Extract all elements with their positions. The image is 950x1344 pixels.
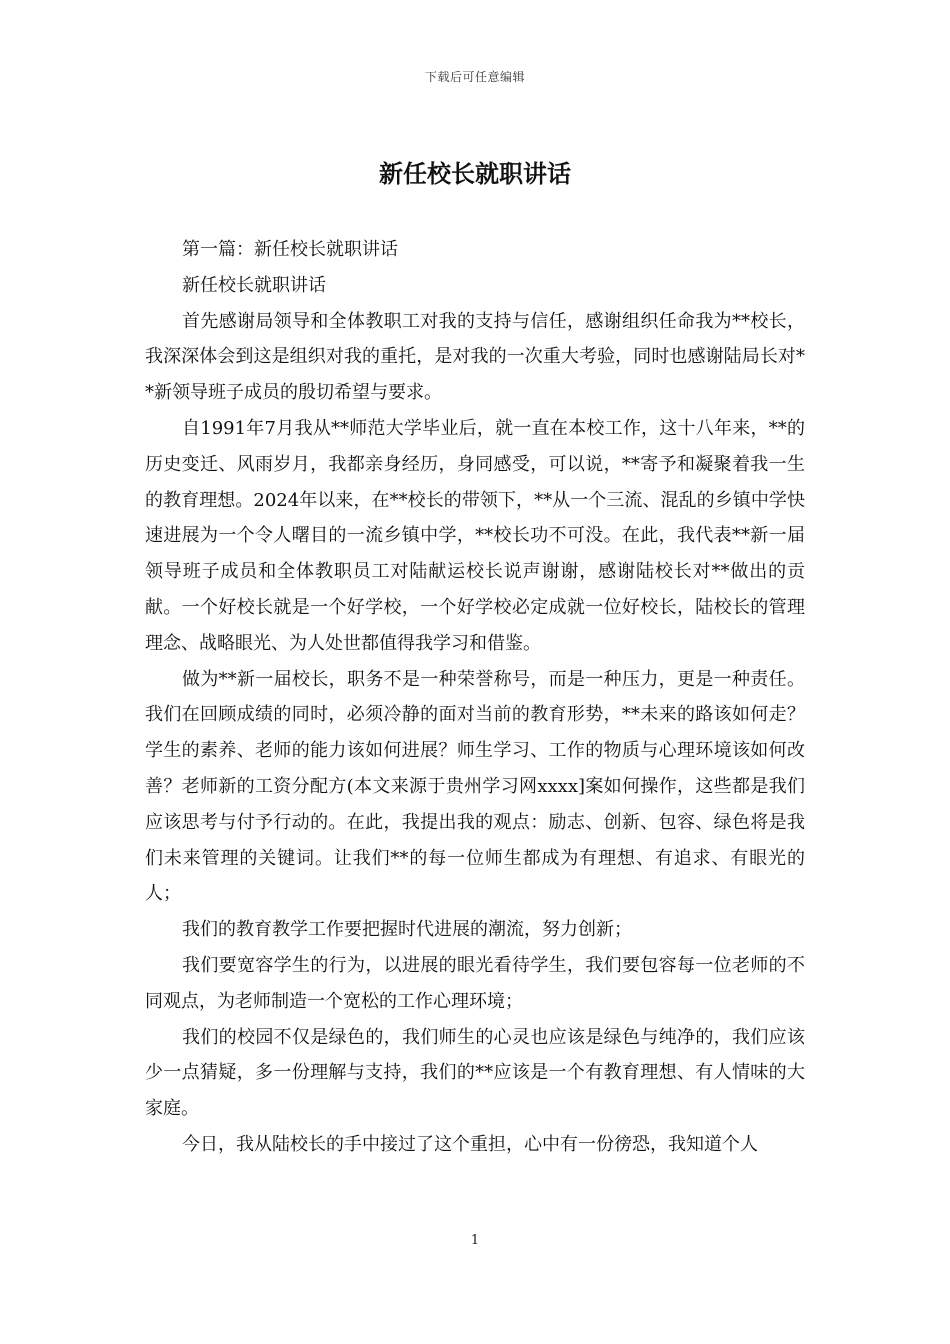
document-title: 新任校长就职讲话 (379, 159, 571, 188)
paragraph: 我们的校园不仅是绿色的，我们师生的心灵也应该是绿色与纯净的，我们应该少一点猜疑，多一份理解与支持，我们的**应该是一个有教育理想、有人情味的大家庭。 (145, 1026, 805, 1120)
document-body (145, 232, 805, 1163)
paragraph: 首先感谢局领导和全体教职工对我的支持与信任，感谢组织任命我为**校长，我深深体会到这是组织对我的重托，是对我的一次重大考验，同时也感谢陆局长对**新领导班子成员的殷切希望与要求。 (145, 310, 805, 404)
paragraph: 我们的教育教学工作要把握时代进展的潮流，努力创新； (182, 919, 632, 941)
page-number: 1 (470, 1233, 480, 1248)
paragraph: 自1991年7月我从**师范大学毕业后，就一直在本校工作，这十八年来，**的历史变迁、风雨岁月，我都亲身经历，身同感受，可以说，**寄予和凝聚着我一生的教育理想。2024年以来，在**校长的带领下，**从一个三流、混乱的乡镇中学快速进展为一个令人曙目的一流乡镇中学，**校长功不可没。在此，我代表**新一届领导班子成员和全体教职员工对陆献运校长说声谢谢，感谢陆校长对**做出的贡献。一个好校长就是一个好学校，一个好学校必定成就一位好校长，陆校长的管理理念、战略眼光、为人处世都值得我学习和借鉴。 (145, 417, 805, 654)
paragraph: 第一篇：新任校长就职讲话 (182, 239, 398, 260)
header-note: 下载后可任意编辑 (424, 70, 525, 84)
paragraph: 今日，我从陆校长的手中接过了这个重担，心中有一份徬恐，我知道个人 (182, 1133, 758, 1155)
paragraph: 新任校长就职讲话 (182, 274, 326, 296)
paragraph: 我们要宽容学生的行为，以进展的眼光看待学生，我们要包容每一位老师的不同观点，为老师制造一个宽松的工作心理环境； (145, 954, 805, 1012)
paragraph: 做为**新一届校长，职务不是一种荣誉称号，而是一种压力，更是一种责任。我们在回顾成绩的同时，必须冷静的面对当前的教育形势，**未来的路该如何走？学生的素养、老师的能力该如何进展？师生学习、工作的物质与心理环境该如何改善？老师新的工资分配方(本文来源于贵州学习网xxxx]案如何操作，这些都是我们应该思考与付予行动的。在此，我提出我的观点：励志、创新、包容、绿色将是我们未来管理的关键词。让我们**的每一位师生都成为有理想、有追求、有眼光的人； (145, 668, 805, 905)
